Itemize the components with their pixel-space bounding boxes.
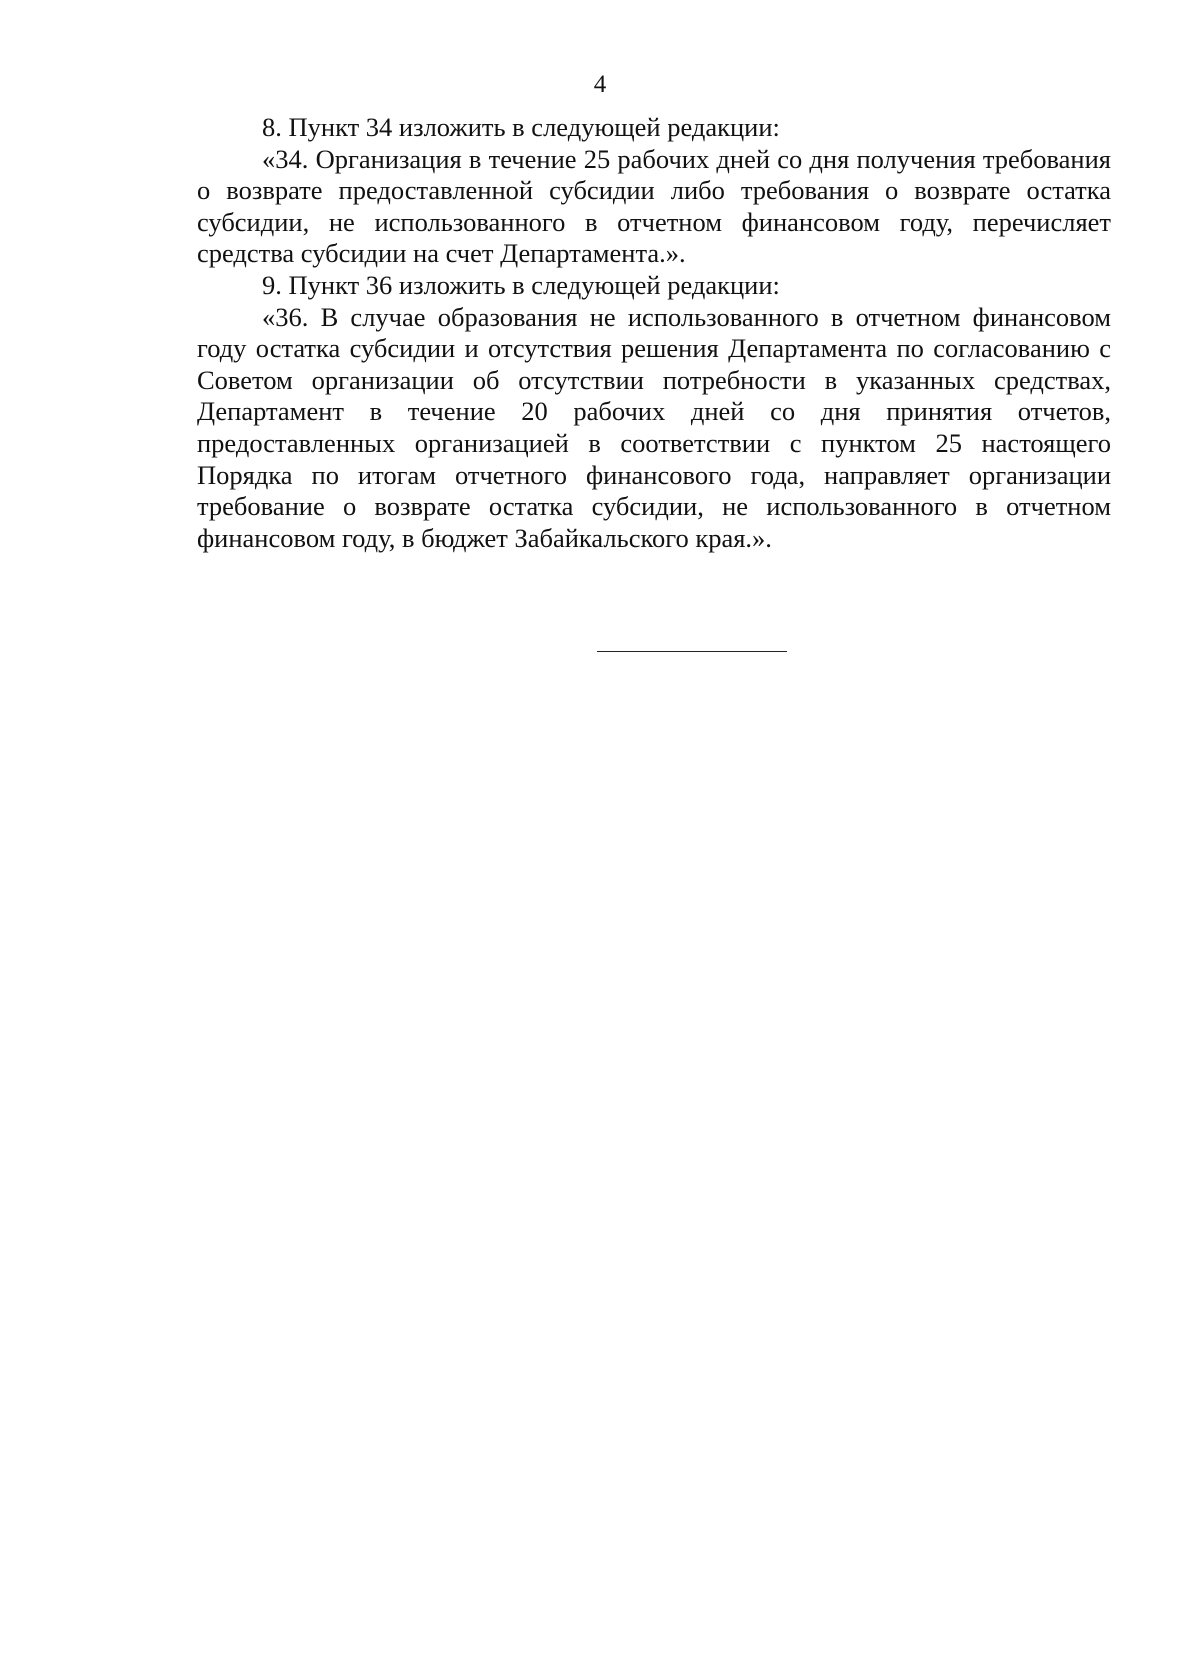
page-number: 4 <box>593 71 607 98</box>
paragraph-clause-36: «36. В случае образования не использованного в отчетном финансовом году остатка субсидии и отсутствия решения Департамента по согласованию с Советом организации об отсутствии потребности в указанных средствах, Департамент в течение 20 рабочих дней со дня принятия отчетов, предоставленных организацией в соответствии с пунктом 25 настоящего Порядка по итогам отчетного финансового года, направляет организации требование о возврате остатка субсидии, не использованного в отчетном финансовом году, в бюджет Забайкальского края.». <box>197 301 1111 553</box>
document-body <box>197 112 1111 554</box>
end-separator-line <box>597 651 787 652</box>
paragraph-item-8-heading: 8. Пункт 34 изложить в следующей редакции: <box>262 112 780 142</box>
paragraph-item-9-heading: 9. Пункт 36 изложить в следующей редакции: <box>262 269 780 300</box>
paragraph-clause-34: «34. Организация в течение 25 рабочих дней со дня получения требования о возврате предоставленной субсидии либо требования о возврате остатка субсидии, не использованного в отчетном финансовом году, перечисляет средства субсидии на счет Департамента.». <box>197 143 1111 269</box>
